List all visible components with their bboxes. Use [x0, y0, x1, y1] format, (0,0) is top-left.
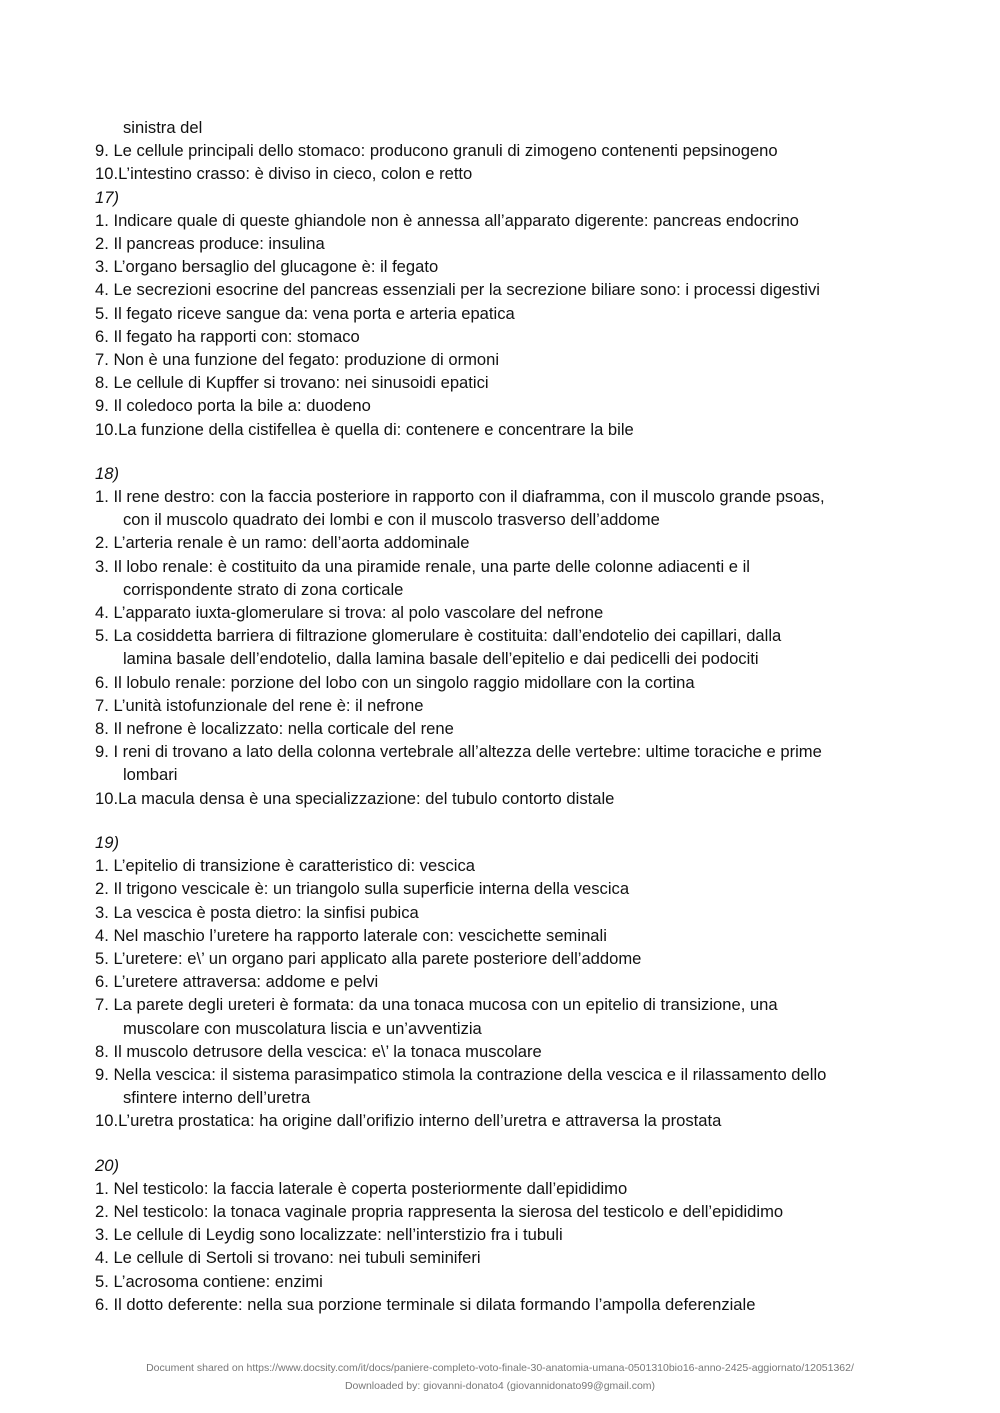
- list-item: [95, 139, 915, 162]
- item-number: 2.: [95, 234, 114, 254]
- list-item: [95, 348, 915, 371]
- item-text: Il fegato riceve sangue da: vena porta e arteria epatica: [113, 303, 515, 323]
- list-item: [95, 302, 915, 325]
- list-item: [95, 947, 915, 970]
- item-text: Il rene destro: con la faccia posteriore in rapporto con il diaframma, con il muscolo grande psoas,: [113, 487, 825, 507]
- item-text: L’acrosoma contiene: enzimi: [113, 1271, 323, 1291]
- list-item: [95, 232, 915, 255]
- list-item: [95, 325, 915, 348]
- continuation-list: [95, 139, 915, 185]
- section-heading: 19): [95, 832, 119, 852]
- item-text: L’uretere attraversa: addome e pelvi: [113, 972, 379, 992]
- item-text: Le cellule principali dello stomaco: producono granuli di zimogeno contenenti pepsinogeno: [113, 141, 778, 161]
- item-number: 5.: [95, 303, 114, 323]
- list-item: [95, 485, 915, 531]
- item-text: Le cellule di Kupffer si trovano: nei sinusoidi epatici: [113, 373, 489, 393]
- item-number: 2.: [95, 533, 114, 553]
- item-text: Le cellule di Leydig sono localizzate: nell’interstizio fra i tubuli: [113, 1225, 563, 1245]
- item-text: Il lobo renale: è costituito da una piramide renale, una parte delle colonne adiacenti e il: [113, 556, 750, 576]
- question-section: [95, 186, 915, 441]
- question-list: [95, 209, 915, 441]
- item-text: Indicare quale di queste ghiandole non è annessa all’apparato digerente: pancreas endocrino: [113, 210, 799, 230]
- item-number: 8.: [95, 373, 114, 393]
- item-number: 4.: [95, 925, 114, 945]
- list-item: [95, 418, 915, 441]
- list-item: [95, 1177, 915, 1200]
- item-number: 3.: [95, 556, 114, 576]
- list-item: [95, 209, 915, 232]
- item-number: 9.: [95, 1064, 114, 1084]
- section-heading: 17): [95, 187, 119, 207]
- list-item: [95, 1040, 915, 1063]
- item-number: 7.: [95, 350, 114, 370]
- item-number: 9.: [95, 396, 114, 416]
- list-item: [95, 531, 915, 554]
- item-number: 6.: [95, 326, 114, 346]
- list-item: [95, 854, 915, 877]
- item-number: 9.: [95, 742, 114, 762]
- item-number: 10.: [95, 164, 119, 184]
- item-text: Il fegato ha rapporti con: stomaco: [113, 326, 360, 346]
- item-text: Nella vescica: il sistema parasimpatico stimola la contrazione della vescica e il rilassamento dello: [113, 1064, 827, 1084]
- question-sections: [95, 186, 915, 1316]
- list-item: [95, 717, 915, 740]
- item-number: 1.: [95, 487, 114, 507]
- item-text: Il nefrone è localizzato: nella corticale del rene: [113, 719, 454, 739]
- item-number: 4.: [95, 280, 114, 300]
- item-number: 5.: [95, 948, 114, 968]
- item-number: 2.: [95, 879, 114, 899]
- item-number: 5.: [95, 1271, 114, 1291]
- item-number: 6.: [95, 1294, 114, 1314]
- item-text: Il lobulo renale: porzione del lobo con un singolo raggio midollare con la cortina: [113, 672, 695, 692]
- footer-downloaded-by: Downloaded by: giovanni-donato4 (giovannidonato99@gmail.com): [344, 1380, 656, 1392]
- item-text: L’organo bersaglio del glucagone è: il fegato: [113, 257, 439, 277]
- section-heading: 20): [95, 1155, 119, 1175]
- question-list: [95, 854, 915, 1132]
- list-item: [95, 371, 915, 394]
- item-number: 1.: [95, 1178, 114, 1198]
- list-item: [95, 555, 915, 601]
- item-number: 6.: [95, 672, 114, 692]
- item-text: L’uretere: e\’ un organo pari applicato alla parete posteriore dell’addome: [113, 948, 642, 968]
- list-item: [95, 1063, 915, 1109]
- item-text: L’unità istofunzionale del rene è: il nefrone: [113, 695, 424, 715]
- item-number: 3.: [95, 902, 114, 922]
- item-continuation-text: con il muscolo quadrato dei lombi e con il muscolo trasverso dell’addome: [123, 510, 660, 530]
- item-text: L’apparato iuxta-glomerulare si trova: al polo vascolare del nefrone: [113, 603, 604, 623]
- question-list: [95, 485, 915, 810]
- list-item: [95, 255, 915, 278]
- item-number: 10.: [95, 1111, 119, 1131]
- list-item: [95, 1246, 915, 1269]
- list-item: [95, 901, 915, 924]
- item-text: Le secrezioni esocrine del pancreas essenziali per la secrezione biliare sono: i processi digestivi: [113, 280, 820, 300]
- item-number: 4.: [95, 1248, 114, 1268]
- item-number: 5.: [95, 626, 114, 646]
- item-text: Il coledoco porta la bile a: duodeno: [113, 396, 371, 416]
- list-item: [95, 624, 915, 670]
- item-number: 2.: [95, 1201, 114, 1221]
- document-page: [95, 116, 915, 1316]
- question-section: [95, 1154, 915, 1316]
- item-text: L’epitelio di transizione è caratteristico di: vescica: [113, 856, 476, 876]
- question-list: [95, 1177, 915, 1316]
- list-item: [95, 1223, 915, 1246]
- item-text: La cosiddetta barriera di filtrazione glomerulare è costituita: dall’endotelio dei capillari, dalla: [113, 626, 782, 646]
- item-text: Nel maschio l’uretere ha rapporto laterale con: vescichette seminali: [113, 925, 607, 945]
- item-continuation-text: sfintere interno dell’uretra: [123, 1088, 311, 1108]
- list-item: [95, 671, 915, 694]
- item-text: La parete degli ureteri è formata: da una tonaca mucosa con un epitelio di transizione, una: [113, 995, 778, 1015]
- item-number: 1.: [95, 210, 114, 230]
- item-number: 3.: [95, 257, 114, 277]
- section-heading: 18): [95, 463, 119, 483]
- question-section: [95, 831, 915, 1133]
- item-continuation-text: lombari: [123, 765, 178, 785]
- item-number: 8.: [95, 1041, 114, 1061]
- item-text: Non è una funzione del fegato: produzione di ormoni: [113, 350, 500, 370]
- item-text: L’intestino crasso: è diviso in cieco, colon e retto: [118, 164, 473, 184]
- list-item: [95, 1200, 915, 1223]
- item-number: 8.: [95, 719, 114, 739]
- list-item: [95, 394, 915, 417]
- item-number: 7.: [95, 995, 114, 1015]
- item-continuation-text: lamina basale dell’endotelio, dalla lamina basale dell’epitelio e dai pedicelli dei podociti: [123, 649, 759, 669]
- item-text: Nel testicolo: la faccia laterale è coperta posteriormente dall’epididimo: [113, 1178, 628, 1198]
- list-item: [95, 1109, 915, 1132]
- list-item: [95, 278, 915, 301]
- item-number: 6.: [95, 972, 114, 992]
- item-continuation-text: muscolare con muscolatura liscia e un’avventizia: [123, 1018, 482, 1038]
- item-number: 1.: [95, 856, 114, 876]
- list-item: [95, 877, 915, 900]
- item-number: 4.: [95, 603, 114, 623]
- list-item: [95, 601, 915, 624]
- list-item: [95, 970, 915, 993]
- item-text: Il muscolo detrusore della vescica: e\’ la tonaca muscolare: [113, 1041, 542, 1061]
- item-number: 10.: [95, 788, 119, 808]
- list-item: [95, 924, 915, 947]
- continuation-line: sinistra del: [123, 118, 203, 137]
- item-text: L’arteria renale è un ramo: dell’aorta addominale: [113, 533, 470, 553]
- item-text: Nel testicolo: la tonaca vaginale propria rappresenta la sierosa del testicolo e dell’epididimo: [113, 1201, 784, 1221]
- item-number: 9.: [95, 141, 114, 161]
- item-continuation-text: corrispondente strato di zona corticale: [123, 579, 404, 599]
- list-item: [95, 787, 915, 810]
- item-text: I reni di trovano a lato della colonna vertebrale all’altezza delle vertebre: ultime toraciche e prime: [113, 742, 822, 762]
- list-item: [95, 993, 915, 1039]
- footer-shared-url: Document shared on https://www.docsity.com/it/docs/paniere-completo-voto-finale-30-anatomia-umana-0501310bio16-anno-2425-aggiornato/12051362/: [146, 1362, 854, 1374]
- list-item: [95, 162, 915, 185]
- item-number: 10.: [95, 419, 119, 439]
- list-item: [95, 1293, 915, 1316]
- question-section: [95, 462, 915, 810]
- list-item: [95, 694, 915, 717]
- item-text: La funzione della cistifellea è quella di: contenere e concentrare la bile: [118, 419, 634, 439]
- item-text: Il dotto deferente: nella sua porzione terminale si dilata formando l’ampolla deferenziale: [113, 1294, 756, 1314]
- item-text: Il pancreas produce: insulina: [113, 234, 325, 254]
- item-text: Il trigono vescicale è: un triangolo sulla superficie interna della vescica: [113, 879, 630, 899]
- list-item: [95, 740, 915, 786]
- item-number: 7.: [95, 695, 114, 715]
- continuation-block: [95, 116, 915, 186]
- item-text: L’uretra prostatica: ha origine dall’orifizio interno dell’uretra e attraversa la prostata: [118, 1111, 722, 1131]
- item-number: 3.: [95, 1225, 114, 1245]
- item-text: Le cellule di Sertoli si trovano: nei tubuli seminiferi: [113, 1248, 481, 1268]
- item-text: La vescica è posta dietro: la sinfisi pubica: [113, 902, 419, 922]
- item-text: La macula densa è una specializzazione: del tubulo contorto distale: [118, 788, 615, 808]
- list-item: [95, 1270, 915, 1293]
